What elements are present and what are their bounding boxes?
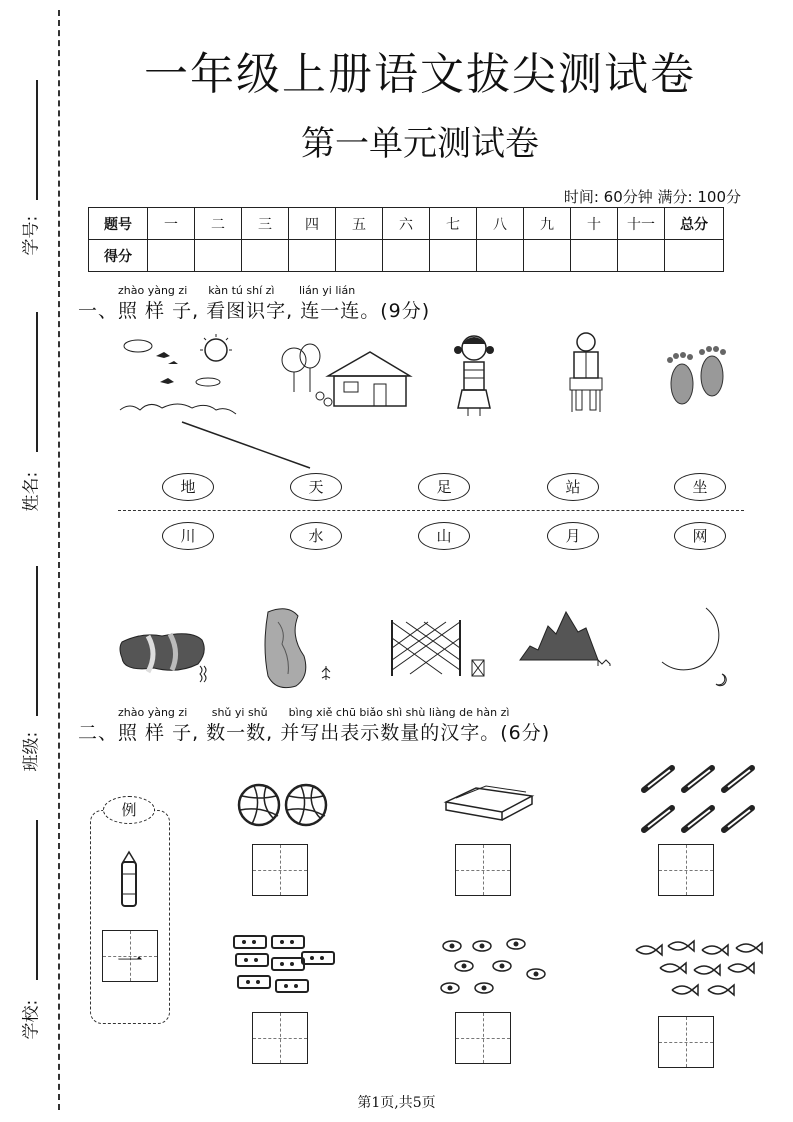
- score-cell: 八: [477, 208, 524, 240]
- pencils-picture: [634, 760, 760, 836]
- net-picture: [386, 616, 490, 680]
- score-cell: 九: [524, 208, 571, 240]
- score-input-cell[interactable]: [336, 240, 383, 272]
- score-cell: 总分: [665, 208, 724, 240]
- time-info: 时间: 60分钟 满分: 100分: [563, 188, 741, 206]
- score-input-cell[interactable]: [242, 240, 289, 272]
- score-cell: 五: [336, 208, 383, 240]
- example-label: 例: [103, 796, 155, 824]
- char-oval-zhan[interactable]: 站: [547, 473, 599, 501]
- score-input-cell[interactable]: [383, 240, 430, 272]
- score-cell: 题号: [89, 208, 148, 240]
- score-input-cell[interactable]: [477, 240, 524, 272]
- char-oval-shui[interactable]: 水: [290, 522, 342, 550]
- score-input-cell[interactable]: [289, 240, 336, 272]
- answer-box-pencils[interactable]: [658, 844, 714, 896]
- class-label: 班级:: [21, 731, 42, 772]
- eyes-picture: [436, 936, 548, 1000]
- score-input-cell[interactable]: [148, 240, 195, 272]
- char-oval-tian[interactable]: 天: [290, 473, 342, 501]
- score-input-cell[interactable]: [571, 240, 618, 272]
- score-cell: 三: [242, 208, 289, 240]
- house-picture: [274, 340, 414, 412]
- score-cell: 四: [289, 208, 336, 240]
- score-row-label: 得分: [89, 240, 148, 272]
- answer-box-erasers[interactable]: [252, 1012, 308, 1064]
- score-cell: 十: [571, 208, 618, 240]
- q2-pinyin: zhào yàng zi shǔ yi shǔ bìng xiě chū biǎo shì shù liàng de hàn zì: [118, 706, 510, 719]
- school-line: [36, 820, 38, 980]
- girl-standing-picture: [446, 330, 502, 416]
- answer-box-fish[interactable]: [658, 1016, 714, 1068]
- sky-landscape-picture: [116, 334, 246, 424]
- name-line: [36, 312, 38, 452]
- moon-picture: [656, 604, 740, 688]
- score-input-cell[interactable]: [618, 240, 665, 272]
- name-label: 姓名:: [21, 471, 42, 512]
- section-divider-dashed: [118, 510, 744, 511]
- boy-sitting-picture: [564, 330, 608, 414]
- river-picture: [118, 618, 214, 684]
- answer-box-books[interactable]: [455, 844, 511, 896]
- mountain-picture: [518, 610, 614, 672]
- water-picture: [258, 606, 338, 692]
- char-oval-shan[interactable]: 山: [418, 522, 470, 550]
- fish-picture: [632, 938, 764, 1002]
- volleyballs-picture: [236, 782, 330, 828]
- page-subtitle: 第一单元测试卷: [301, 124, 539, 164]
- q1-pinyin: zhào yàng zi kàn tú shí zì lián yi lián: [118, 284, 356, 297]
- binding-dashed-line: [58, 10, 60, 1110]
- erasers-picture: [230, 930, 338, 1000]
- example-connect-line: [180, 420, 320, 472]
- answer-box-volleyballs[interactable]: [252, 844, 308, 896]
- score-table: [88, 207, 724, 272]
- char-oval-di[interactable]: 地: [162, 473, 214, 501]
- score-input-cell[interactable]: [524, 240, 571, 272]
- score-input-cell[interactable]: [430, 240, 477, 272]
- char-oval-chuan[interactable]: 川: [162, 522, 214, 550]
- class-line: [36, 566, 38, 716]
- books-picture: [442, 782, 538, 822]
- page-footer: 第1页,共5页: [357, 1095, 436, 1111]
- footprints-picture: [662, 344, 734, 410]
- q2-title: 二、照 样 子, 数一数, 并写出表示数量的汉字。(6分): [78, 722, 551, 744]
- page-title: 一年级上册语文拔尖测试卷: [144, 49, 696, 100]
- example-answer: 一: [116, 947, 143, 977]
- crayon-icon: [119, 850, 139, 908]
- student-no-line: [36, 80, 38, 200]
- char-oval-zuo[interactable]: 坐: [674, 473, 726, 501]
- char-oval-yue[interactable]: 月: [547, 522, 599, 550]
- example-answer-box: [102, 930, 158, 982]
- student-no-label: 学号:: [21, 215, 42, 256]
- score-cell: 七: [430, 208, 477, 240]
- score-input-cell[interactable]: [665, 240, 724, 272]
- school-label: 学校:: [21, 999, 42, 1040]
- q1-title: 一、照 样 子, 看图识字, 连一连。(9分): [78, 300, 431, 322]
- score-cell: 六: [383, 208, 430, 240]
- score-cell: 十一: [618, 208, 665, 240]
- example-card: [90, 810, 170, 1024]
- char-oval-zu[interactable]: 足: [418, 473, 470, 501]
- score-cell: 二: [195, 208, 242, 240]
- score-input-cell[interactable]: [195, 240, 242, 272]
- score-cell: 一: [148, 208, 195, 240]
- answer-box-eyes[interactable]: [455, 1012, 511, 1064]
- char-oval-wang[interactable]: 网: [674, 522, 726, 550]
